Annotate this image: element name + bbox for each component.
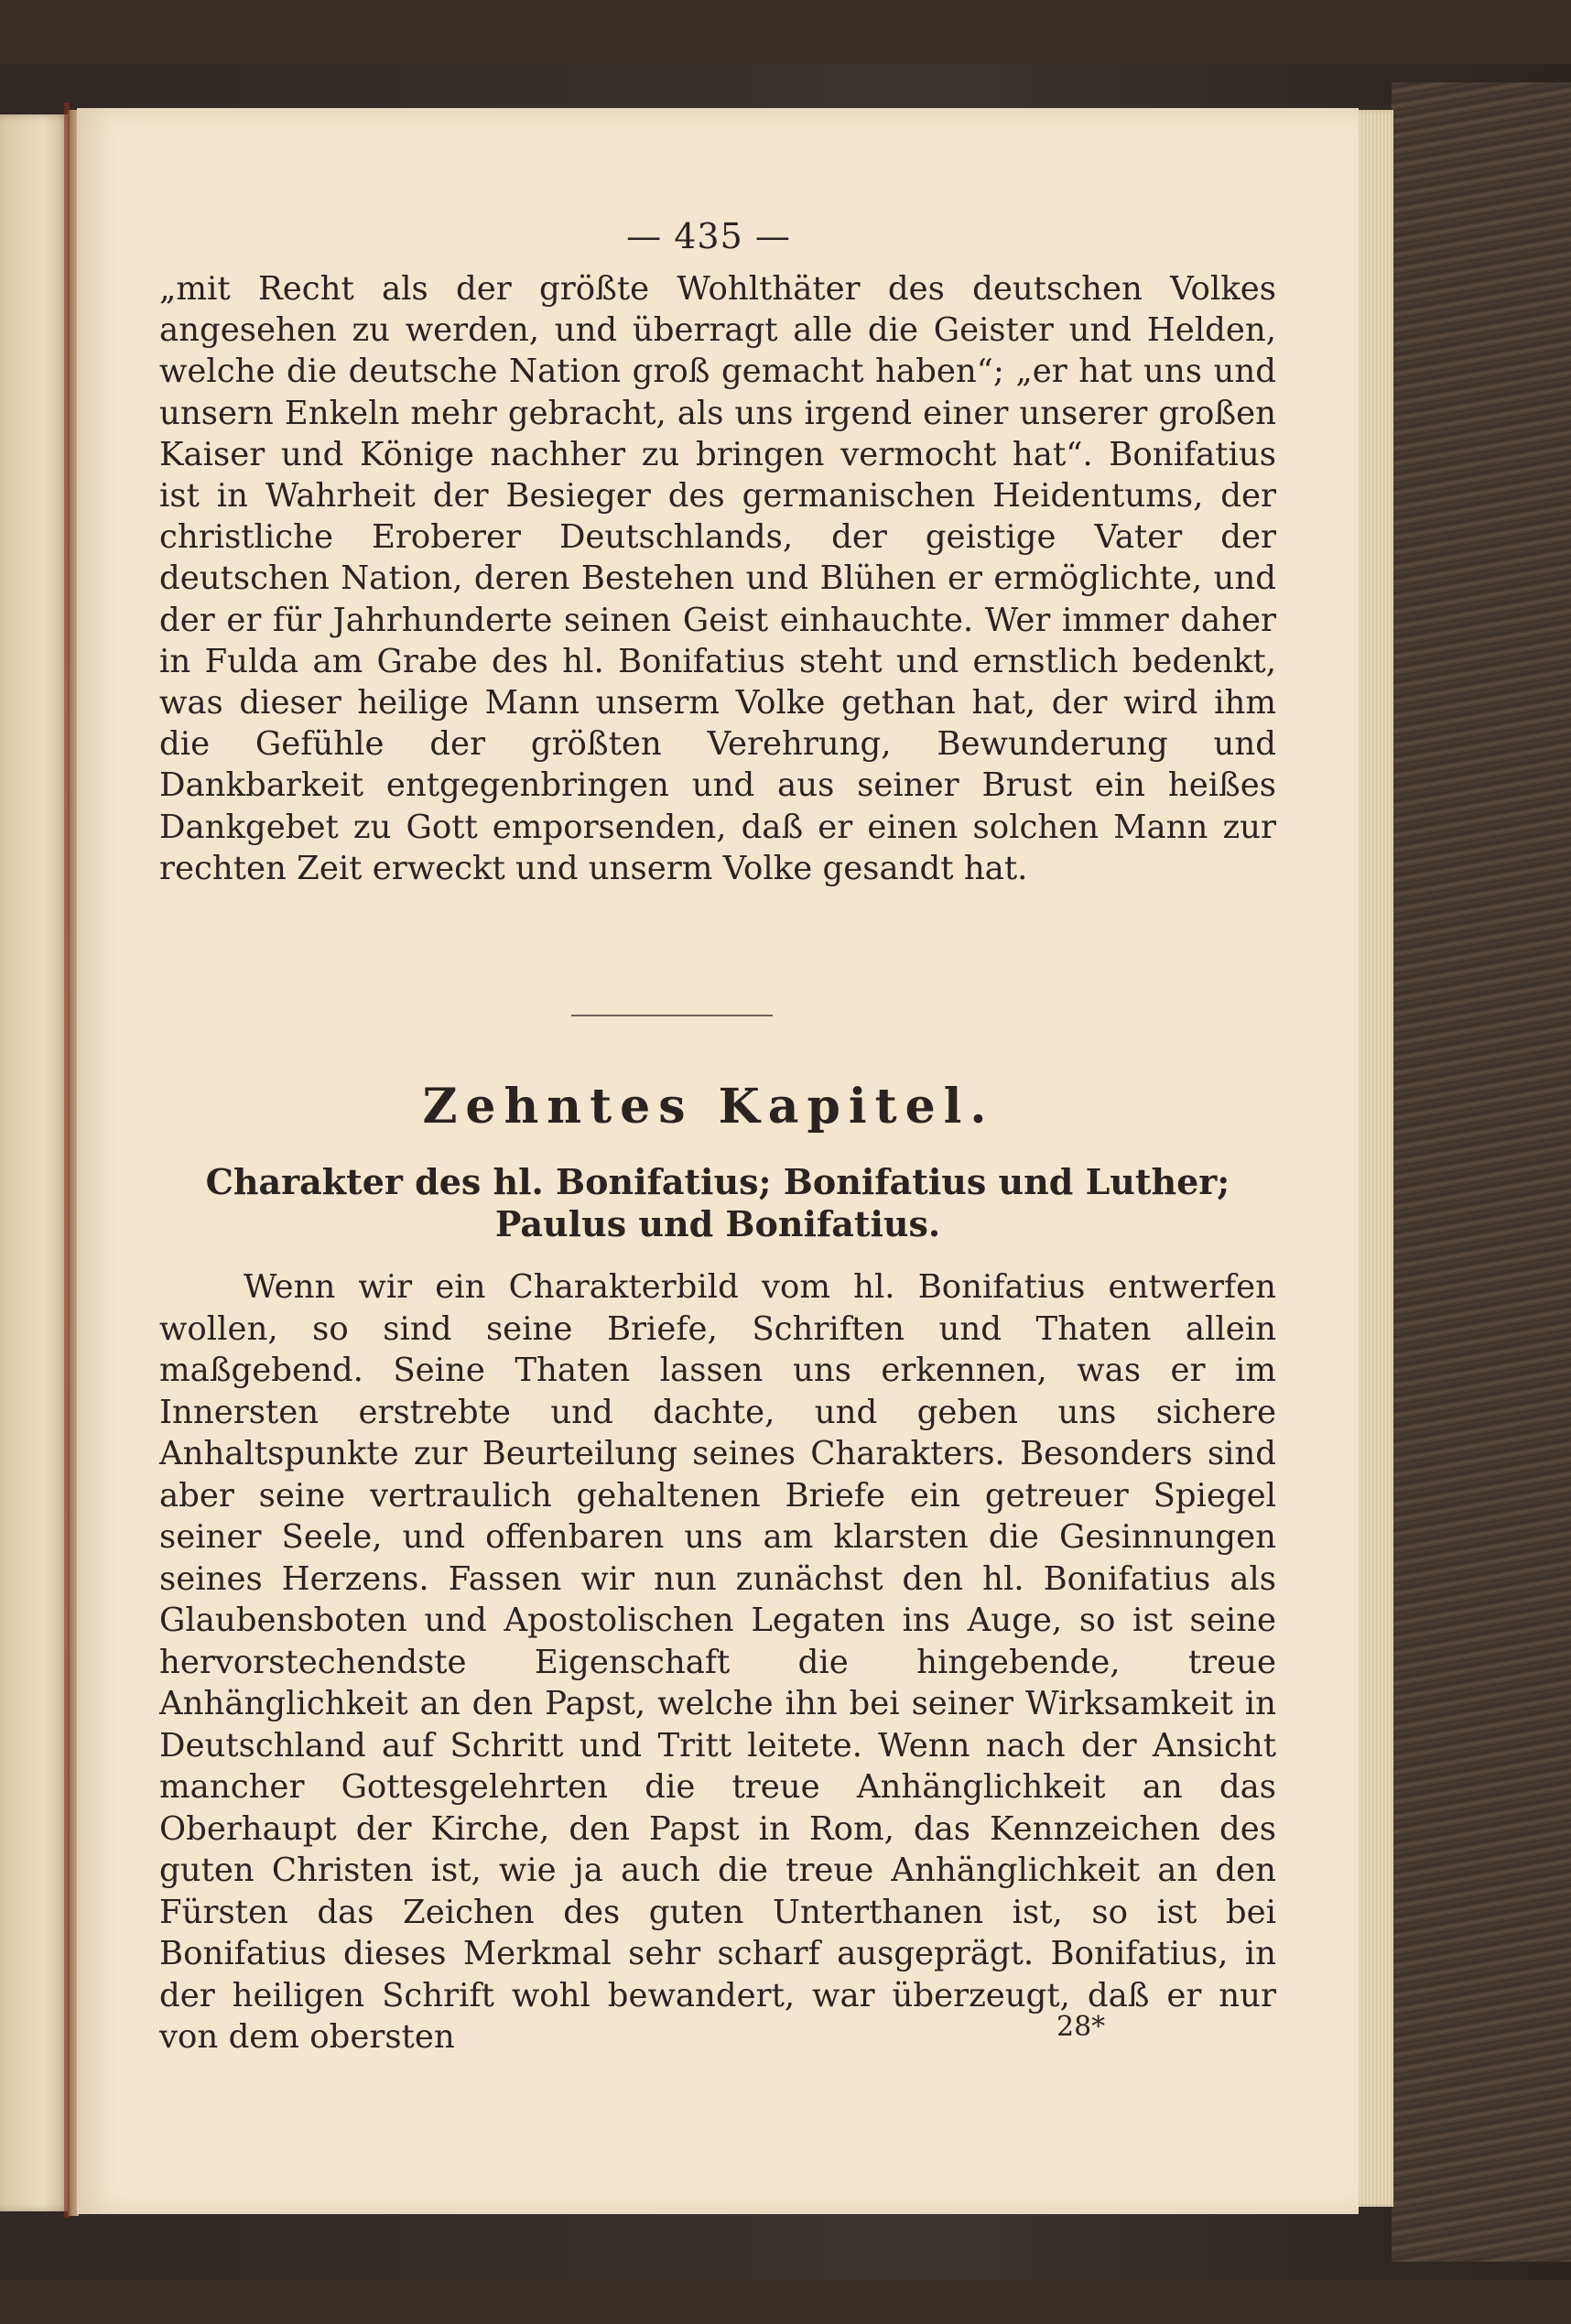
section-divider	[571, 1015, 773, 1016]
paragraph-1	[159, 268, 1276, 889]
book-cover-edge	[1392, 82, 1571, 2262]
left-page-edge	[0, 114, 71, 2211]
page-number: — 435 —	[626, 216, 791, 256]
red-page-edge	[64, 103, 70, 2218]
signature-mark: 28*	[1056, 2011, 1106, 2043]
paragraph-2	[159, 1266, 1276, 2058]
paragraph-2-text: Wenn wir ein Charakterbild vom hl. Bonifatius entwerfen wollen, so sind seine Briefe, Schriften und Thaten allein maßgebend. Seine Thaten lassen uns erkennen, was er im Innersten erstrebte und dachte, und geben uns sichere Anhaltspunkte zur Beurteilung seines Charakters. Besonders sind aber seine vertraulich gehaltenen Briefe ein getreuer Spiegel seiner Seele, und offenbaren uns am klarsten die Gesinnungen seines Herzens. Fassen wir nun zunächst den hl. Bonifatius als Glaubensboten und Apostolischen Legaten ins Auge, so ist seine hervorstechendste Eigenschaft die hingebende, treue Anhänglichkeit an den Papst, welche ihn bei seiner Wirksamkeit in Deutschland auf Schritt und Tritt leitete. Wenn nach der Ansicht mancher Gottesgelehrten die treue Anhänglichkeit an das Oberhaupt der Kirche, den Papst in Rom, das Kennzeichen des guten Christen ist, wie ja auch die treue Anhänglichkeit an den Fürsten das Zeichen des guten Unterthanen ist, so ist bei Bonifatius dieses Merkmal sehr scharf ausgeprägt. Bonifatius, in der heiligen Schrift wohl bewandert, war überzeugt, daß er nur von dem obersten	[159, 1268, 1276, 2056]
chapter-subtitle-line-1: Charakter des hl. Bonifatius; Bonifatius und Luther;	[205, 1161, 1230, 1202]
chapter-title: Zehntes Kapitel.	[422, 1079, 995, 1135]
chapter-subtitle	[159, 1161, 1276, 1245]
chapter-subtitle-line-2: Paulus und Bonifatius.	[494, 1203, 941, 1244]
book-page	[77, 108, 1359, 2214]
paragraph-1-text: „mit Recht als der größte Wohlthäter des deutschen Volkes angesehen zu werden, und überragt alle die Geister und Helden, welche die deutsche Nation groß gemacht haben“; „er hat uns und unsern Enkeln mehr gebracht, als uns irgend einer unserer großen Kaiser und Könige nachher zu bringen vermocht hat“. Bonifatius ist in Wahrheit der Besieger des germanischen Heidentums, der christliche Eroberer Deutschlands, der geistige Vater der deutschen Nation, deren Bestehen und Blühen er ermöglichte, und der er für Jahrhunderte seinen Geist einhauchte. Wer immer daher in Fulda am Grabe des hl. Bonifatius steht und ernstlich bedenkt, was dieser heilige Mann unserm Volke gethan hat, der wird ihm die Gefühle der größten Verehrung, Bewunderung und Dankbarkeit entgegenbringen und aus seiner Brust ein heißes Dankgebet zu Gott emporsenden, daß er einen solchen Mann zur rechten Zeit erweckt und unserm Volke gesandt hat.	[159, 270, 1276, 887]
